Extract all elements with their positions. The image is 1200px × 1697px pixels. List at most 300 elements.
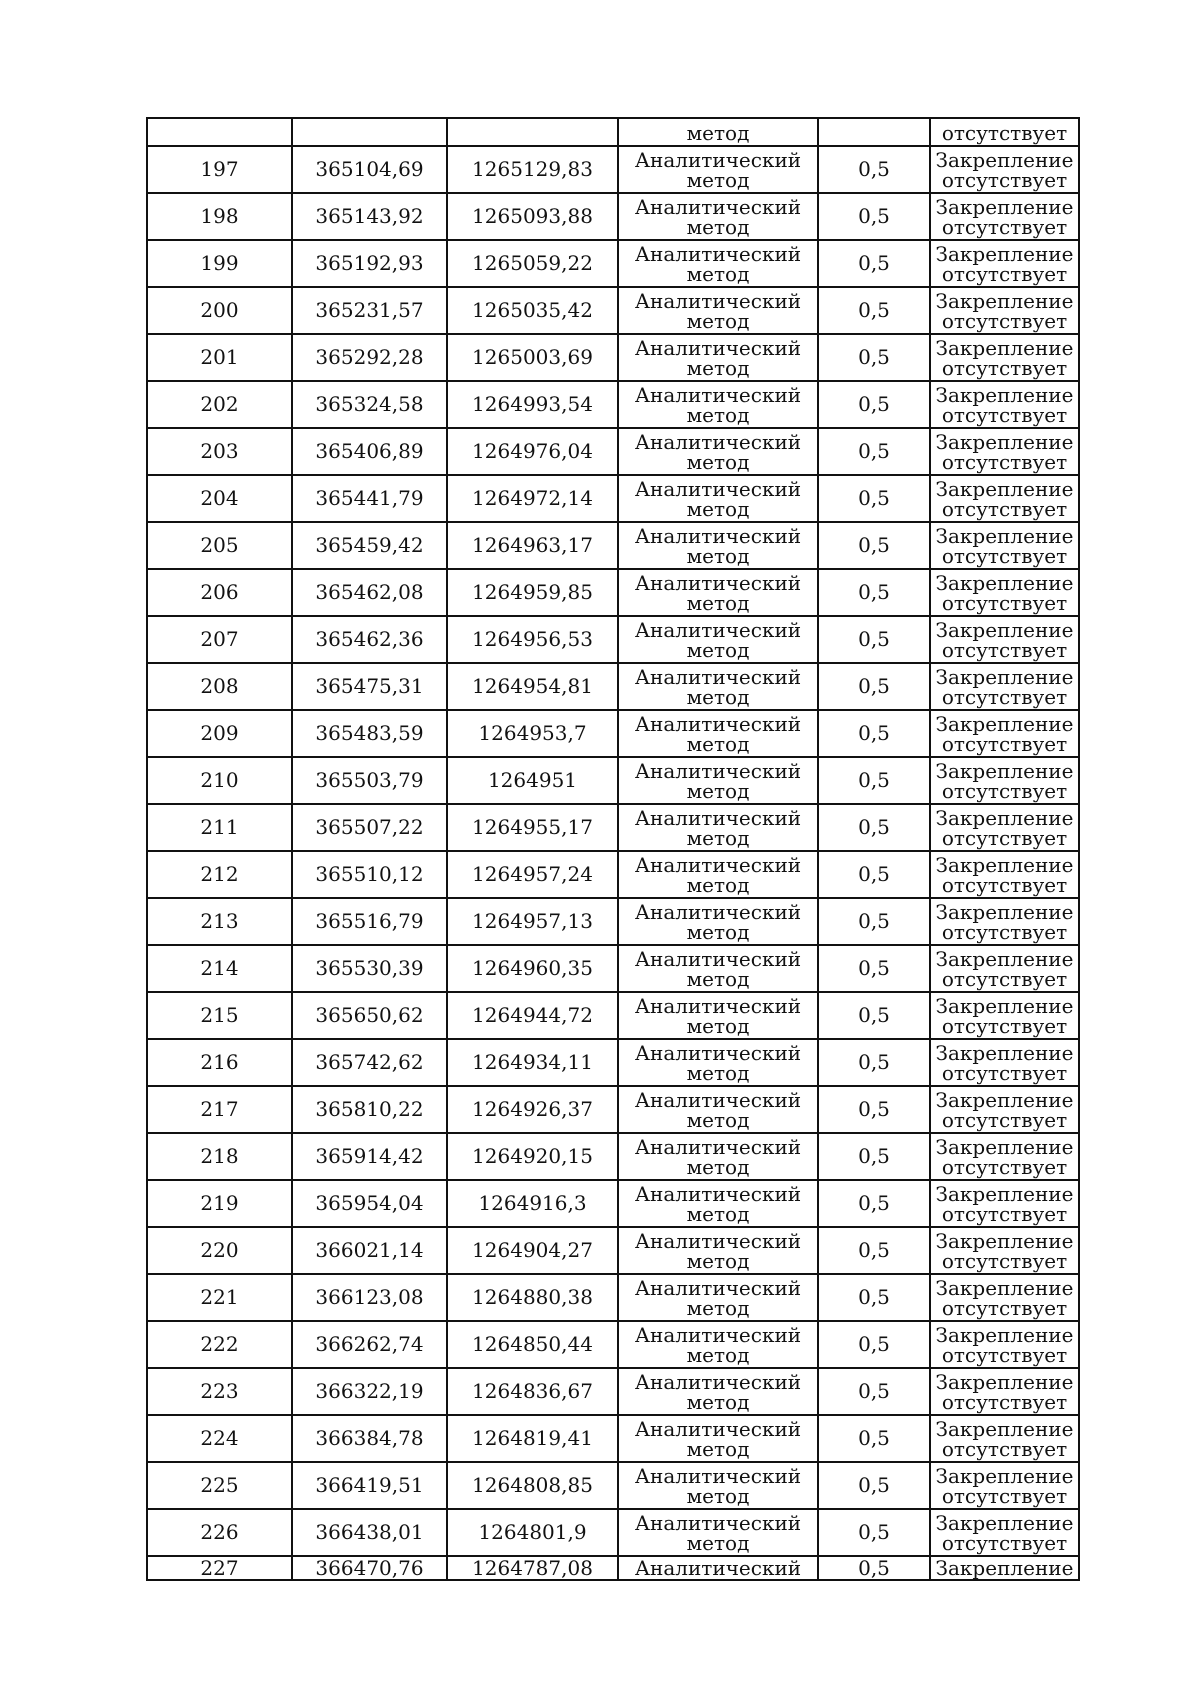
point-number: 199 bbox=[200, 251, 239, 275]
x-coordinate-cell bbox=[292, 118, 447, 146]
method-line-1: Аналитический bbox=[634, 899, 802, 924]
table-row bbox=[147, 851, 1079, 898]
y-coordinate-cell bbox=[447, 1227, 618, 1274]
accuracy-value: 0,5 bbox=[858, 486, 890, 510]
y-coordinate: 1264904,27 bbox=[472, 1238, 593, 1262]
method-line-1: Аналитический bbox=[634, 1369, 802, 1394]
x-coordinate-cell bbox=[292, 1368, 447, 1415]
accuracy-cell bbox=[818, 287, 930, 334]
fixing-line-1: Закрепление bbox=[935, 1510, 1074, 1535]
fixing-line-1: Закрепление bbox=[935, 382, 1074, 407]
accuracy-value: 0,5 bbox=[858, 1050, 890, 1074]
accuracy-value: 0,5 bbox=[858, 298, 890, 322]
fixing-line-1: Закрепление bbox=[935, 476, 1074, 501]
accuracy-cell bbox=[818, 522, 930, 569]
table-row bbox=[147, 240, 1079, 287]
method-line-1: Аналитический bbox=[634, 852, 802, 877]
y-coordinate: 1264976,04 bbox=[472, 439, 593, 463]
method-cell bbox=[618, 898, 818, 945]
point-number-cell bbox=[147, 1509, 292, 1556]
fixing-line-1: Закрепление bbox=[935, 1228, 1074, 1253]
fixing-cell bbox=[930, 616, 1079, 663]
method-line-2: метод bbox=[686, 919, 750, 944]
x-coordinate: 366123,08 bbox=[315, 1285, 424, 1309]
x-coordinate-cell bbox=[292, 1462, 447, 1509]
accuracy-cell bbox=[818, 1415, 930, 1462]
x-coordinate: 365441,79 bbox=[315, 486, 424, 510]
method-line-1: Аналитический bbox=[634, 1416, 802, 1441]
point-number-cell bbox=[147, 1180, 292, 1227]
fixing-line-1: Закрепление bbox=[935, 429, 1074, 454]
point-number: 216 bbox=[200, 1050, 239, 1074]
point-number-cell bbox=[147, 1227, 292, 1274]
fixing-line-2: отсутствует bbox=[941, 966, 1068, 991]
point-number: 218 bbox=[200, 1144, 239, 1168]
method-line-1: Аналитический bbox=[634, 1040, 802, 1065]
method-cell bbox=[618, 1133, 818, 1180]
fixing-line-2: отсутствует bbox=[941, 261, 1068, 286]
accuracy-cell bbox=[818, 1133, 930, 1180]
fixing-cell bbox=[930, 146, 1079, 193]
x-coordinate: 365192,93 bbox=[315, 251, 424, 275]
x-coordinate-cell bbox=[292, 240, 447, 287]
x-coordinate-cell bbox=[292, 334, 447, 381]
fixing-line-2: отсутствует bbox=[941, 1295, 1068, 1320]
y-coordinate-cell bbox=[447, 757, 618, 804]
table-row bbox=[147, 710, 1079, 757]
fixing-line-1: Закрепление bbox=[935, 570, 1074, 595]
point-number: 213 bbox=[200, 909, 239, 933]
fixing-line-1: Закрепление bbox=[935, 1087, 1074, 1112]
y-coordinate-cell bbox=[447, 945, 618, 992]
fixing-line-2: отсутствует bbox=[941, 731, 1068, 756]
table-row bbox=[147, 1039, 1079, 1086]
method-line-2: метод bbox=[686, 496, 750, 521]
fixing-line-1: Закрепление bbox=[935, 1275, 1074, 1300]
method-cell bbox=[618, 1415, 818, 1462]
method-line-1: Аналитический bbox=[634, 617, 802, 642]
method-cell bbox=[618, 475, 818, 522]
coordinates-table bbox=[146, 117, 1080, 1581]
point-number-cell bbox=[147, 851, 292, 898]
fixing-line-1: Закрепление bbox=[935, 758, 1074, 783]
accuracy-value: 0,5 bbox=[858, 721, 890, 745]
fixing-line-2: отсутствует bbox=[941, 1154, 1068, 1179]
x-coordinate-cell bbox=[292, 381, 447, 428]
x-coordinate-cell bbox=[292, 1180, 447, 1227]
accuracy-value: 0,5 bbox=[858, 956, 890, 980]
table-row bbox=[147, 334, 1079, 381]
method-line-1: Аналитический bbox=[634, 946, 802, 971]
point-number: 201 bbox=[200, 345, 239, 369]
x-coordinate: 366438,01 bbox=[315, 1520, 424, 1544]
fixing-line-2: отсутствует bbox=[941, 1107, 1068, 1132]
x-coordinate-cell bbox=[292, 428, 447, 475]
method-line-2: метод bbox=[686, 1201, 750, 1226]
point-number: 209 bbox=[200, 721, 239, 745]
y-coordinate-cell bbox=[447, 428, 618, 475]
y-coordinate: 1264993,54 bbox=[472, 392, 593, 416]
method-line-1: Аналитический bbox=[634, 288, 802, 313]
table-row-continued-bottom bbox=[147, 1556, 1079, 1580]
method-cell bbox=[618, 1509, 818, 1556]
y-coordinate: 1264954,81 bbox=[472, 674, 593, 698]
method-line-2: метод bbox=[686, 731, 750, 756]
y-coordinate-cell bbox=[447, 1180, 618, 1227]
table-row bbox=[147, 898, 1079, 945]
y-coordinate: 1264972,14 bbox=[472, 486, 593, 510]
fixing-cell bbox=[930, 851, 1079, 898]
method-line-1: Аналитический bbox=[634, 1228, 802, 1253]
fixing-cell bbox=[930, 945, 1079, 992]
fixing-line-2: отсутствует bbox=[941, 214, 1068, 239]
point-number: 225 bbox=[200, 1473, 239, 1497]
accuracy-cell bbox=[818, 945, 930, 992]
method-cell bbox=[618, 710, 818, 757]
accuracy-cell bbox=[818, 992, 930, 1039]
fixing-line-1: Закрепление bbox=[935, 194, 1074, 219]
method-line-2: метод bbox=[686, 1389, 750, 1414]
method-line-2: метод bbox=[686, 355, 750, 380]
y-coordinate: 1264880,38 bbox=[472, 1285, 593, 1309]
fixing-line-2: отсутствует bbox=[941, 1342, 1068, 1367]
y-coordinate: 1264959,85 bbox=[472, 580, 593, 604]
x-coordinate: 365810,22 bbox=[315, 1097, 424, 1121]
y-coordinate: 1264934,11 bbox=[472, 1050, 593, 1074]
point-number: 224 bbox=[200, 1426, 239, 1450]
point-number-cell bbox=[147, 945, 292, 992]
y-coordinate-cell bbox=[447, 663, 618, 710]
fixing-line-1: Закрепление bbox=[935, 288, 1074, 313]
fixing-cell bbox=[930, 522, 1079, 569]
y-coordinate: 1264957,24 bbox=[472, 862, 593, 886]
fixing-cell bbox=[930, 757, 1079, 804]
y-coordinate-cell bbox=[447, 1415, 618, 1462]
accuracy-cell bbox=[818, 1274, 930, 1321]
point-number: 204 bbox=[200, 486, 239, 510]
fixing-line-1: Закрепление bbox=[935, 946, 1074, 971]
fixing-line-2: отсутствует bbox=[941, 1201, 1068, 1226]
point-number: 202 bbox=[200, 392, 239, 416]
fixing-line-2: отсутствует bbox=[941, 590, 1068, 615]
method-line-2: метод bbox=[686, 402, 750, 427]
accuracy-cell bbox=[818, 475, 930, 522]
fixing-cell bbox=[930, 1462, 1079, 1509]
fixing-line-1: Закрепление bbox=[935, 1463, 1074, 1488]
accuracy-value: 0,5 bbox=[858, 157, 890, 181]
method-line-1: Аналитический bbox=[634, 758, 802, 783]
point-number: 227 bbox=[200, 1556, 239, 1580]
fixing-cell bbox=[930, 118, 1079, 146]
method-line-2: метод bbox=[686, 825, 750, 850]
fixing-line-1: Закрепление bbox=[935, 1040, 1074, 1065]
point-number: 223 bbox=[200, 1379, 239, 1403]
accuracy-cell bbox=[818, 334, 930, 381]
method-cell bbox=[618, 569, 818, 616]
method-cell bbox=[618, 663, 818, 710]
x-coordinate: 366262,74 bbox=[315, 1332, 424, 1356]
method-line-1: Аналитический bbox=[634, 335, 802, 360]
y-coordinate: 1264801,9 bbox=[478, 1520, 587, 1544]
point-number: 208 bbox=[200, 674, 239, 698]
method-line-2: метод bbox=[686, 637, 750, 662]
y-coordinate-cell bbox=[447, 1368, 618, 1415]
y-coordinate: 1264808,85 bbox=[472, 1473, 593, 1497]
accuracy-value: 0,5 bbox=[858, 909, 890, 933]
x-coordinate: 365143,92 bbox=[315, 204, 424, 228]
method-cell bbox=[618, 1556, 818, 1580]
table-row bbox=[147, 1321, 1079, 1368]
method-line-2: метод bbox=[686, 966, 750, 991]
accuracy-cell bbox=[818, 1180, 930, 1227]
method-cell bbox=[618, 992, 818, 1039]
x-coordinate-cell bbox=[292, 287, 447, 334]
point-number-cell bbox=[147, 616, 292, 663]
point-number-cell bbox=[147, 710, 292, 757]
point-number-cell bbox=[147, 1368, 292, 1415]
table-row bbox=[147, 522, 1079, 569]
point-number-cell bbox=[147, 428, 292, 475]
y-coordinate-cell bbox=[447, 1509, 618, 1556]
fixing-line-1: Закрепление bbox=[935, 993, 1074, 1018]
x-coordinate-cell bbox=[292, 898, 447, 945]
method-cell bbox=[618, 1086, 818, 1133]
accuracy-cell bbox=[818, 1227, 930, 1274]
accuracy-cell bbox=[818, 663, 930, 710]
accuracy-value: 0,5 bbox=[858, 1520, 890, 1544]
point-number: 210 bbox=[200, 768, 239, 792]
x-coordinate-cell bbox=[292, 1274, 447, 1321]
method-cell bbox=[618, 945, 818, 992]
x-coordinate-cell bbox=[292, 804, 447, 851]
method-line-2: метод bbox=[686, 1530, 750, 1555]
table-row bbox=[147, 804, 1079, 851]
fixing-line-2: отсутствует bbox=[941, 1013, 1068, 1038]
method-line-1: Аналитический bbox=[634, 1087, 802, 1112]
accuracy-value: 0,5 bbox=[858, 1379, 890, 1403]
table-row bbox=[147, 1086, 1079, 1133]
fixing-cell bbox=[930, 193, 1079, 240]
y-coordinate-cell bbox=[447, 1274, 618, 1321]
point-number-cell bbox=[147, 193, 292, 240]
method-line-2: метод bbox=[686, 1107, 750, 1132]
fixing-cell bbox=[930, 1180, 1079, 1227]
method-line-1: Аналитический bbox=[634, 1275, 802, 1300]
y-coordinate: 1265003,69 bbox=[472, 345, 593, 369]
y-coordinate-cell bbox=[447, 287, 618, 334]
y-coordinate-cell bbox=[447, 992, 618, 1039]
x-coordinate-cell bbox=[292, 710, 447, 757]
accuracy-cell bbox=[818, 1086, 930, 1133]
accuracy-value: 0,5 bbox=[858, 1332, 890, 1356]
table-row bbox=[147, 1368, 1079, 1415]
accuracy-cell bbox=[818, 1509, 930, 1556]
x-coordinate: 366419,51 bbox=[315, 1473, 424, 1497]
method-text: Аналитический bbox=[634, 1556, 802, 1580]
x-coordinate-cell bbox=[292, 146, 447, 193]
fixing-text: Закрепление bbox=[935, 1556, 1074, 1580]
method-line-1: Аналитический bbox=[634, 241, 802, 266]
fixing-line-1: Закрепление bbox=[935, 711, 1074, 736]
x-coordinate-cell bbox=[292, 992, 447, 1039]
accuracy-value: 0,5 bbox=[858, 815, 890, 839]
accuracy-cell bbox=[818, 118, 930, 146]
method-cell bbox=[618, 1039, 818, 1086]
y-coordinate: 1264836,67 bbox=[472, 1379, 593, 1403]
accuracy-cell bbox=[818, 757, 930, 804]
x-coordinate-cell bbox=[292, 616, 447, 663]
point-number-cell bbox=[147, 1133, 292, 1180]
table-row bbox=[147, 287, 1079, 334]
x-coordinate: 366021,14 bbox=[315, 1238, 424, 1262]
point-number-cell bbox=[147, 522, 292, 569]
x-coordinate: 365104,69 bbox=[315, 157, 424, 181]
fixing-text: отсутствует bbox=[941, 121, 1068, 145]
y-coordinate: 1264819,41 bbox=[472, 1426, 593, 1450]
fixing-line-2: отсутствует bbox=[941, 308, 1068, 333]
point-number-cell bbox=[147, 381, 292, 428]
method-line-1: Аналитический bbox=[634, 429, 802, 454]
x-coordinate: 365650,62 bbox=[315, 1003, 424, 1027]
method-cell bbox=[618, 1462, 818, 1509]
point-number: 205 bbox=[200, 533, 239, 557]
method-line-1: Аналитический bbox=[634, 993, 802, 1018]
x-coordinate: 365516,79 bbox=[315, 909, 424, 933]
fixing-line-2: отсутствует bbox=[941, 402, 1068, 427]
method-cell bbox=[618, 1227, 818, 1274]
accuracy-cell bbox=[818, 1039, 930, 1086]
method-cell bbox=[618, 757, 818, 804]
method-line-2: метод bbox=[686, 1060, 750, 1085]
y-coordinate-cell bbox=[447, 898, 618, 945]
fixing-line-2: отсутствует bbox=[941, 1248, 1068, 1273]
point-number: 222 bbox=[200, 1332, 239, 1356]
method-line-2: метод bbox=[686, 684, 750, 709]
fixing-cell bbox=[930, 663, 1079, 710]
point-number-cell bbox=[147, 663, 292, 710]
method-cell bbox=[618, 616, 818, 663]
fixing-cell bbox=[930, 428, 1079, 475]
method-cell bbox=[618, 804, 818, 851]
method-text: метод bbox=[686, 121, 750, 145]
y-coordinate-cell bbox=[447, 804, 618, 851]
point-number: 197 bbox=[200, 157, 239, 181]
accuracy-cell bbox=[818, 616, 930, 663]
accuracy-value: 0,5 bbox=[858, 204, 890, 228]
y-coordinate: 1264951 bbox=[487, 768, 578, 792]
method-cell bbox=[618, 1321, 818, 1368]
y-coordinate: 1264955,17 bbox=[472, 815, 593, 839]
y-coordinate-cell bbox=[447, 193, 618, 240]
fixing-line-1: Закрепление bbox=[935, 241, 1074, 266]
y-coordinate: 1264963,17 bbox=[472, 533, 593, 557]
accuracy-cell bbox=[818, 569, 930, 616]
method-cell bbox=[618, 287, 818, 334]
y-coordinate: 1264953,7 bbox=[478, 721, 587, 745]
fixing-cell bbox=[930, 710, 1079, 757]
point-number-cell bbox=[147, 569, 292, 616]
y-coordinate: 1265129,83 bbox=[472, 157, 593, 181]
y-coordinate: 1264956,53 bbox=[472, 627, 593, 651]
y-coordinate: 1264957,13 bbox=[472, 909, 593, 933]
fixing-cell bbox=[930, 1274, 1079, 1321]
fixing-line-2: отсутствует bbox=[941, 872, 1068, 897]
method-cell bbox=[618, 334, 818, 381]
accuracy-cell bbox=[818, 1368, 930, 1415]
accuracy-value: 0,5 bbox=[858, 1003, 890, 1027]
fixing-line-1: Закрепление bbox=[935, 335, 1074, 360]
point-number: 211 bbox=[200, 815, 239, 839]
method-cell bbox=[618, 1274, 818, 1321]
point-number-cell bbox=[147, 334, 292, 381]
accuracy-cell bbox=[818, 710, 930, 757]
method-line-2: метод bbox=[686, 449, 750, 474]
fixing-cell bbox=[930, 569, 1079, 616]
method-line-2: метод bbox=[686, 1154, 750, 1179]
fixing-cell bbox=[930, 381, 1079, 428]
table-row bbox=[147, 1227, 1079, 1274]
method-line-2: метод bbox=[686, 1295, 750, 1320]
method-line-2: метод bbox=[686, 543, 750, 568]
fixing-line-2: отсутствует bbox=[941, 825, 1068, 850]
accuracy-cell bbox=[818, 1321, 930, 1368]
table-row bbox=[147, 428, 1079, 475]
accuracy-value: 0,5 bbox=[858, 580, 890, 604]
fixing-line-1: Закрепление bbox=[935, 899, 1074, 924]
fixing-line-1: Закрепление bbox=[935, 805, 1074, 830]
fixing-line-2: отсутствует bbox=[941, 1436, 1068, 1461]
fixing-line-2: отсутствует bbox=[941, 1530, 1068, 1555]
accuracy-value: 0,5 bbox=[858, 768, 890, 792]
point-number-cell bbox=[147, 146, 292, 193]
method-line-1: Аналитический bbox=[634, 664, 802, 689]
fixing-cell bbox=[930, 1556, 1079, 1580]
point-number: 207 bbox=[200, 627, 239, 651]
accuracy-value: 0,5 bbox=[858, 862, 890, 886]
method-line-2: метод bbox=[686, 1436, 750, 1461]
x-coordinate-cell bbox=[292, 1556, 447, 1580]
table-row bbox=[147, 1415, 1079, 1462]
point-number-cell bbox=[147, 118, 292, 146]
x-coordinate-cell bbox=[292, 1086, 447, 1133]
method-line-2: метод bbox=[686, 214, 750, 239]
fixing-cell bbox=[930, 1321, 1079, 1368]
fixing-line-2: отсутствует bbox=[941, 778, 1068, 803]
accuracy-value: 0,5 bbox=[858, 627, 890, 651]
fixing-cell bbox=[930, 992, 1079, 1039]
fixing-cell bbox=[930, 334, 1079, 381]
y-coordinate-cell bbox=[447, 240, 618, 287]
fixing-line-2: отсутствует bbox=[941, 637, 1068, 662]
fixing-cell bbox=[930, 898, 1079, 945]
table-row bbox=[147, 381, 1079, 428]
table-row bbox=[147, 1509, 1079, 1556]
method-line-1: Аналитический bbox=[634, 1134, 802, 1159]
fixing-line-2: отсутствует bbox=[941, 355, 1068, 380]
method-line-2: метод bbox=[686, 590, 750, 615]
accuracy-cell bbox=[818, 240, 930, 287]
point-number-cell bbox=[147, 992, 292, 1039]
point-number-cell bbox=[147, 1086, 292, 1133]
point-number-cell bbox=[147, 240, 292, 287]
fixing-line-2: отсутствует bbox=[941, 684, 1068, 709]
x-coordinate-cell bbox=[292, 475, 447, 522]
fixing-cell bbox=[930, 1227, 1079, 1274]
point-number-cell bbox=[147, 475, 292, 522]
x-coordinate: 365914,42 bbox=[315, 1144, 424, 1168]
accuracy-cell bbox=[818, 381, 930, 428]
y-coordinate-cell bbox=[447, 146, 618, 193]
